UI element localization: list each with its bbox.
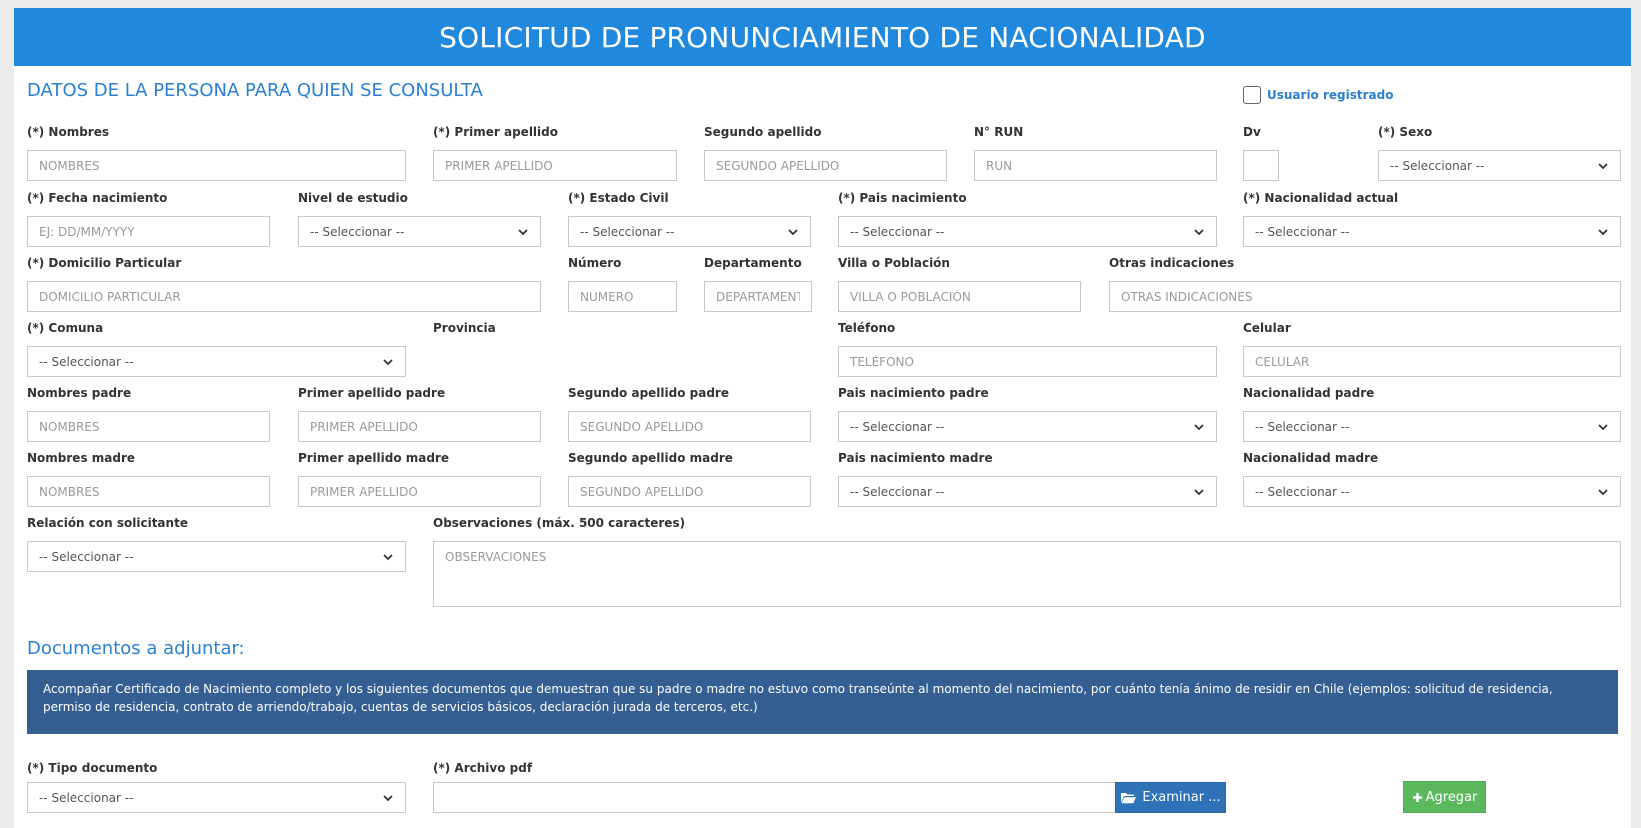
- domicilio-label: (*) Domicilio Particular: [27, 256, 182, 270]
- pais-nacimiento-select[interactable]: [838, 216, 1217, 247]
- run-label: N° RUN: [974, 125, 1024, 139]
- chevron-down-icon: [1192, 420, 1206, 434]
- chevron-down-icon: [1192, 485, 1206, 499]
- chevron-down-icon: [1596, 159, 1610, 173]
- documents-info-box: Acompañar Certificado de Nacimiento completo y los siguientes documentos que demuestran que su padre o madre no estuvo como transeúnte al momento del nacimiento, por cuánto tenía ánimo de residir en Chile (ejemplos: solicitud de residencia, permiso de residencia, contrato de arriendo/trabajo, cuentas de servicios básicos, declaración jurada de terceros, etc.): [27, 670, 1618, 734]
- sexo-select-value: -- Seleccionar --: [1390, 158, 1485, 173]
- provincia-label: Provincia: [433, 321, 496, 335]
- pais-nacimiento-label: (*) Pais nacimiento: [838, 191, 967, 205]
- nacionalidad-actual-label: (*) Nacionalidad actual: [1243, 191, 1399, 205]
- nacionalidad-actual-select[interactable]: [1243, 216, 1621, 247]
- nombres-input[interactable]: [27, 150, 406, 181]
- telefono-label: Teléfono: [838, 321, 896, 335]
- nivel-estudio-select[interactable]: [298, 216, 541, 247]
- nombres-label: (*) Nombres: [27, 125, 110, 139]
- browse-button-label: Examinar ...: [1142, 790, 1221, 805]
- departamento-input[interactable]: [704, 281, 812, 312]
- nacionalidad-madre-select[interactable]: [1243, 476, 1621, 507]
- comuna-select[interactable]: [27, 346, 406, 377]
- chevron-down-icon: [381, 550, 395, 564]
- numero-label: Número: [568, 256, 622, 270]
- archivo-pdf-input[interactable]: [433, 782, 1116, 813]
- registered-user-toggle[interactable]: [1243, 86, 1393, 104]
- estado-civil-select-value: -- Seleccionar --: [580, 224, 675, 239]
- segundo-apellido-madre-label: Segundo apellido madre: [568, 451, 733, 465]
- chevron-down-icon: [1192, 225, 1206, 239]
- primer-apellido-label: (*) Primer apellido: [433, 125, 558, 139]
- otras-indicaciones-label: Otras indicaciones: [1109, 256, 1235, 270]
- chevron-down-icon: [1596, 420, 1610, 434]
- nombres-madre-label: Nombres madre: [27, 451, 136, 465]
- segundo-apellido-label: Segundo apellido: [704, 125, 822, 139]
- segundo-apellido-input[interactable]: [704, 150, 947, 181]
- sexo-select[interactable]: [1378, 150, 1621, 181]
- tipo-documento-label: (*) Tipo documento: [27, 761, 158, 775]
- numero-input[interactable]: [568, 281, 677, 312]
- section-title: DATOS DE LA PERSONA PARA QUIEN SE CONSULTA: [27, 80, 483, 101]
- relacion-solicitante-label: Relación con solicitante: [27, 516, 188, 530]
- observaciones-label: Observaciones (máx. 500 caracteres): [433, 516, 686, 530]
- folder-open-icon: [1120, 791, 1137, 804]
- dv-label: Dv: [1243, 125, 1261, 139]
- pais-nacimiento-padre-select-value: -- Seleccionar --: [850, 419, 945, 434]
- celular-input[interactable]: [1243, 346, 1621, 377]
- nacionalidad-padre-select[interactable]: [1243, 411, 1621, 442]
- estado-civil-label: (*) Estado Civil: [568, 191, 669, 205]
- nombres-padre-input[interactable]: [27, 411, 270, 442]
- pais-nacimiento-select-value: -- Seleccionar --: [850, 224, 945, 239]
- tipo-documento-select-value: -- Seleccionar --: [39, 790, 134, 805]
- primer-apellido-padre-input[interactable]: [298, 411, 541, 442]
- pais-nacimiento-padre-select[interactable]: [838, 411, 1217, 442]
- estado-civil-select[interactable]: [568, 216, 811, 247]
- run-input[interactable]: [974, 150, 1217, 181]
- form-panel: [14, 8, 1631, 828]
- primer-apellido-input[interactable]: [433, 150, 677, 181]
- celular-label: Celular: [1243, 321, 1291, 335]
- fecha-nacimiento-input[interactable]: [27, 216, 270, 247]
- segundo-apellido-padre-input[interactable]: [568, 411, 811, 442]
- primer-apellido-madre-input[interactable]: [298, 476, 541, 507]
- pais-nacimiento-madre-select[interactable]: [838, 476, 1217, 507]
- sexo-label: (*) Sexo: [1378, 125, 1433, 139]
- relacion-solicitante-select-value: -- Seleccionar --: [39, 549, 134, 564]
- chevron-down-icon: [381, 355, 395, 369]
- tipo-documento-select[interactable]: [27, 782, 406, 813]
- segundo-apellido-padre-label: Segundo apellido padre: [568, 386, 729, 400]
- otras-indicaciones-input[interactable]: [1109, 281, 1621, 312]
- chevron-down-icon: [1596, 225, 1610, 239]
- nacionalidad-madre-label: Nacionalidad madre: [1243, 451, 1379, 465]
- pais-nacimiento-madre-label: Pais nacimiento madre: [838, 451, 993, 465]
- nivel-estudio-select-value: -- Seleccionar --: [310, 224, 405, 239]
- fecha-nacimiento-label: (*) Fecha nacimiento: [27, 191, 168, 205]
- segundo-apellido-madre-input[interactable]: [568, 476, 811, 507]
- registered-user-label: Usuario registrado: [1267, 88, 1394, 102]
- nacionalidad-actual-select-value: -- Seleccionar --: [1255, 224, 1350, 239]
- primer-apellido-padre-label: Primer apellido padre: [298, 386, 446, 400]
- dv-input[interactable]: [1243, 150, 1279, 181]
- comuna-select-value: -- Seleccionar --: [39, 354, 134, 369]
- villa-input[interactable]: [838, 281, 1081, 312]
- telefono-input[interactable]: [838, 346, 1217, 377]
- relacion-solicitante-select[interactable]: [27, 541, 406, 572]
- chevron-down-icon: [381, 791, 395, 805]
- primer-apellido-madre-label: Primer apellido madre: [298, 451, 449, 465]
- plus-icon: [1412, 792, 1423, 803]
- browse-button[interactable]: [1115, 782, 1226, 813]
- departamento-label: Departamento: [704, 256, 802, 270]
- registered-user-checkbox[interactable]: [1243, 86, 1261, 104]
- nacionalidad-padre-select-value: -- Seleccionar --: [1255, 419, 1350, 434]
- nombres-madre-input[interactable]: [27, 476, 270, 507]
- chevron-down-icon: [516, 225, 530, 239]
- pais-nacimiento-padre-label: Pais nacimiento padre: [838, 386, 989, 400]
- villa-label: Villa o Población: [838, 256, 950, 270]
- add-button-label: Agregar: [1425, 789, 1478, 805]
- archivo-pdf-label: (*) Archivo pdf: [433, 761, 533, 775]
- domicilio-input[interactable]: [27, 281, 541, 312]
- add-button[interactable]: [1403, 781, 1486, 813]
- page-title: SOLICITUD DE PRONUNCIAMIENTO DE NACIONALIDAD: [14, 8, 1631, 66]
- observaciones-textarea[interactable]: [433, 541, 1621, 607]
- nacionalidad-padre-label: Nacionalidad padre: [1243, 386, 1375, 400]
- nacionalidad-madre-select-value: -- Seleccionar --: [1255, 484, 1350, 499]
- chevron-down-icon: [786, 225, 800, 239]
- chevron-down-icon: [1596, 485, 1610, 499]
- comuna-label: (*) Comuna: [27, 321, 104, 335]
- nivel-estudio-label: Nivel de estudio: [298, 191, 408, 205]
- nombres-padre-label: Nombres padre: [27, 386, 132, 400]
- pais-nacimiento-madre-select-value: -- Seleccionar --: [850, 484, 945, 499]
- documents-title: Documentos a adjuntar:: [27, 638, 245, 659]
